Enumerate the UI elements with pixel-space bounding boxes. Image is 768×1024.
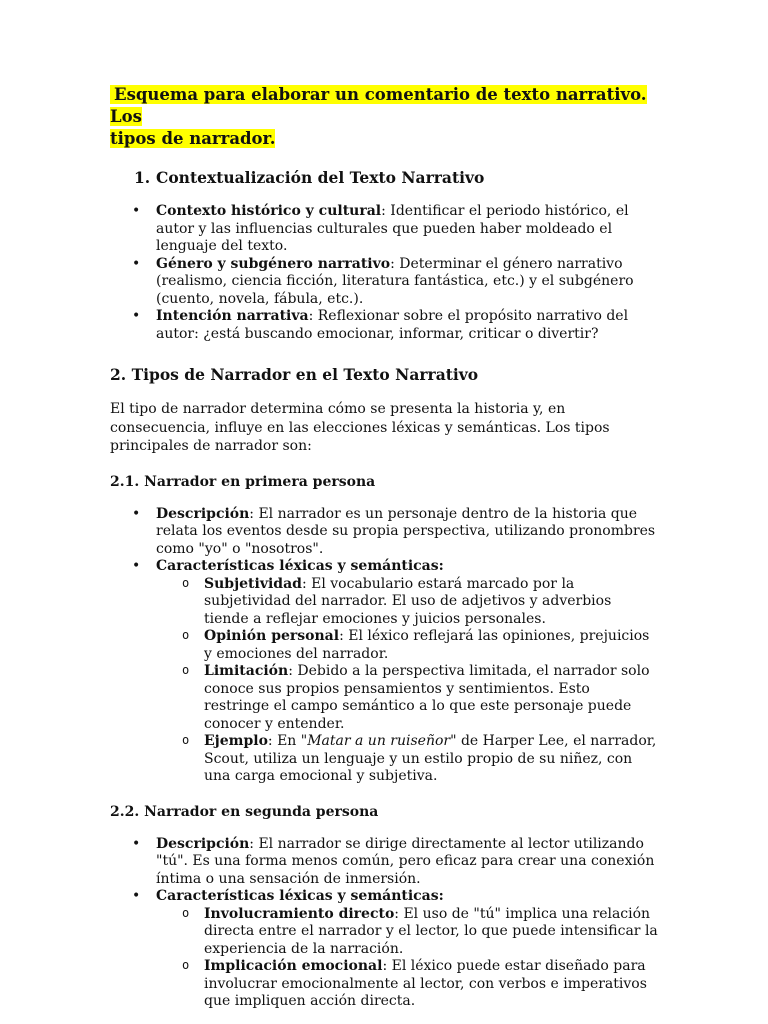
section-1-heading — [134, 168, 658, 187]
subsection-2-2-heading: 2.2. Narrador en segunda persona — [110, 803, 379, 820]
sub-list-item — [204, 663, 658, 733]
list-item-term: Características léxicas y semánticas — [156, 888, 439, 904]
sub-item-term: Ejemplo — [204, 733, 268, 749]
section-1-number: 1. — [134, 168, 151, 187]
list-item — [156, 256, 658, 309]
list-item — [156, 558, 658, 786]
list-item — [156, 308, 658, 343]
sub-item-text: : En — [267, 733, 301, 749]
sub-list-item — [204, 906, 658, 959]
document-title — [110, 84, 658, 150]
sub-item-text: : El uso de "tú" implica una relación directa entre el narrador y el lector, lo que puede intensificar la experiencia de la narración. — [204, 905, 658, 957]
list-item-term: Intención narrativa — [156, 308, 309, 324]
sub-list — [156, 906, 658, 1011]
sub-list-item — [204, 958, 658, 1011]
sub-item-term: Involucramiento directo — [204, 905, 395, 922]
sub-list — [156, 576, 658, 786]
list-item-term: Contexto histórico y cultural — [156, 203, 382, 219]
sub-item-text: : El vocabulario estará marcado por la subjetividad del narrador. El uso de adjetivos y adverbios tiende a reflejar emociones y juicios personales. — [204, 575, 612, 627]
section-2-intro: El tipo de narrador determina cómo se presenta la historia y, en consecuencia, influye en las elecciones léxicas y semánticas. Los tipos principales de narrador son: — [110, 401, 610, 454]
list-item-term: Características léxicas y semánticas — [156, 558, 439, 574]
section-2-heading: 2. Tipos de Narrador en el Texto Narrativo — [110, 365, 479, 384]
list-item-text: : Identificar el periodo histórico, el autor y las influencias culturales que pueden haber moldeado el lenguaje del texto. — [156, 203, 629, 254]
list-item-term: Género y subgénero narrativo — [156, 255, 391, 272]
list-item — [156, 506, 658, 559]
subsection-2-2-list — [110, 836, 658, 1011]
sub-item-text: : Debido a la perspectiva limitada, el narrador solo conoce sus propios pensamientos y sentimientos. Esto restringe el campo semántico a lo que este personaje puede conocer y entender. — [204, 663, 650, 732]
title-line-1: Esquema para elaborar un comentario de texto narrativo. Los — [110, 85, 647, 126]
list-item — [156, 203, 658, 256]
section-1-list — [110, 203, 658, 343]
list-item-text: : Reflexionar sobre el propósito narrativo del autor: ¿está buscando emocionar, informar, criticar o divertir? — [156, 308, 629, 342]
sub-list-item — [204, 576, 658, 629]
list-item — [156, 888, 658, 1011]
title-line-2: tipos de narrador. — [110, 129, 276, 148]
list-item-colon: : — [438, 558, 444, 574]
sub-list-item — [204, 733, 658, 786]
subsection-2-1-list — [110, 506, 658, 786]
sub-item-text: : El léxico puede estar diseñado para involucrar emocionalmente al lector, con verbos e imperativos que impliquen acción directa. — [204, 958, 647, 1009]
subsection-2-1-heading: 2.1. Narrador en primera persona — [110, 473, 376, 490]
list-item-text: : Determinar el género narrativo (realismo, ciencia ficción, literatura fantástica, etc.) y el subgénero (cuento, novela, fábula, etc.). — [156, 255, 634, 307]
sub-item-text: : El léxico reflejará las opiniones, prejuicios y emociones del narrador. — [204, 628, 650, 662]
sub-item-term: Implicación emocional — [204, 958, 383, 974]
list-item — [156, 836, 658, 889]
sub-item-term: Subjetividad — [204, 575, 302, 592]
sub-list-item — [204, 628, 658, 663]
section-1-title: Contextualización del Texto Narrativo — [156, 168, 485, 187]
list-item-text: : El narrador es un personaje dentro de la historia que relata los eventos desde su propia perspectiva, utilizando pronombres como "yo" o "nosotros". — [156, 505, 656, 557]
list-item-text: : El narrador se dirige directamente al lector utilizando "tú". Es una forma menos común, pero eficaz para crear una conexión íntima o una sensación de inmersión. — [156, 835, 655, 887]
list-item-term: Descripción — [156, 505, 250, 522]
sub-item-term: Opinión personal — [204, 628, 340, 644]
list-item-term: Descripción — [156, 835, 250, 852]
book-title: "Matar a un ruiseñor" — [300, 733, 457, 749]
sub-item-term: Limitación — [204, 663, 289, 679]
list-item-colon: : — [438, 888, 444, 904]
sub-item-text: de Harper Lee, el narrador, Scout, utiliza un lenguaje y un estilo propio de su niñez, con una carga emocional y subjetiva. — [204, 733, 657, 784]
